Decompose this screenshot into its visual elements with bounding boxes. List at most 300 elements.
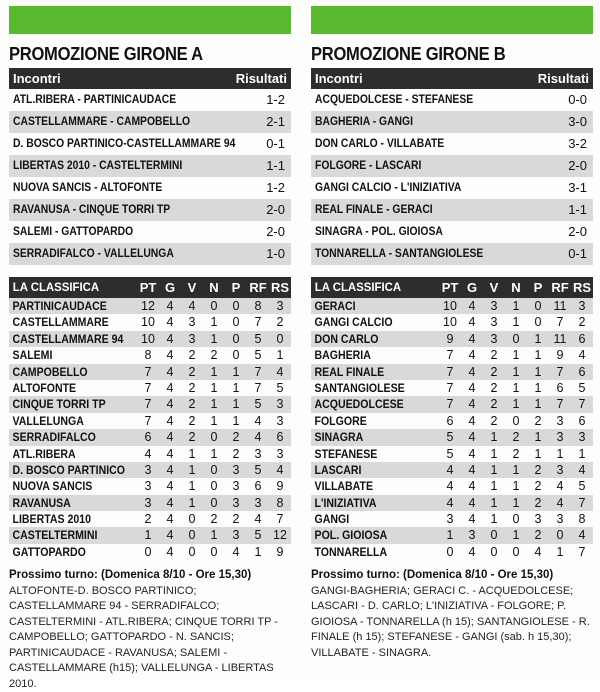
standings-rs: 2 [578,315,586,330]
standings-v: 0 [188,528,196,543]
standings-g: 4 [468,299,476,313]
green-header-bar [9,6,291,34]
standings-n: 1 [512,348,520,363]
standings-rs: 7 [578,397,586,412]
standings-team: ATL.RIBERA [12,446,76,461]
standings-rf: 5 [254,331,262,346]
standings-p: 3 [232,479,240,494]
standings-g: 4 [166,380,174,395]
standings-rs: 4 [276,462,284,477]
standings-p: 2 [534,462,542,477]
standings-rs: 3 [578,299,586,313]
standings-rf: 7 [556,315,564,330]
standings-team: REAL FINALE [314,364,385,379]
standings-v: 1 [490,446,498,461]
standings-pt: 3 [446,512,454,527]
match-row [311,89,593,111]
standings-team: SANTANGIOLESE [314,380,405,395]
standings-team: PARTINICAUDACE [12,299,107,313]
standings-header-p: P [231,280,241,295]
standings-n: 2 [210,348,218,363]
next-round-label: Prossimo turno: (Domenica 8/10 - Ore 15,30) [311,569,554,582]
standings-rs: 5 [578,380,586,395]
standings-g: 4 [166,315,174,330]
standings-row [311,446,593,462]
standings-team: TONNARELLA [314,544,388,559]
match-teams: ACQUEDOLCESE - STEFANESE [315,94,474,106]
standings-p: 0 [232,331,240,346]
standings-header-team: LA CLASSIFICA [12,280,100,294]
standings-row [311,429,593,445]
standings-pt: 10 [443,315,457,330]
standings-n: 1 [512,528,520,543]
standings-p: 1 [534,331,542,346]
match-result: 0-1 [266,136,285,151]
next-round-label: Prossimo turno: (Domenica 8/10 - Ore 15,30) [9,569,252,582]
standings-team: CINQUE TORRI TP [12,397,106,412]
standings-header-rs: RS [572,280,592,295]
standings-team: CASTELTERMINI [12,528,98,543]
standings-team: BAGHERIA [314,348,371,363]
standings-team: VILLABATE [314,479,373,494]
standings-n: 2 [210,512,218,527]
standings-pt: 4 [446,495,454,510]
section-title: PROMOZIONE GIRONE B [311,44,506,64]
matches-list [311,89,593,265]
standings-v: 2 [188,397,196,412]
standings-n: 1 [512,495,520,510]
standings-header-v: V [489,280,499,295]
standings-row [311,331,593,347]
standings-p: 1 [232,364,240,379]
standings-row [311,314,593,330]
standings-v: 3 [188,315,196,330]
standings-g: 4 [468,331,476,346]
standings-row [9,478,291,494]
match-result: 3-2 [568,136,587,151]
standings-p: 0 [232,315,240,330]
standings-team: D. BOSCO PARTINICO [12,462,125,477]
standings-p: 0 [232,299,240,313]
standings-v: 1 [188,479,196,494]
standings-row [311,380,593,396]
standings-n: 2 [512,430,520,445]
standings-rf: 4 [556,495,564,510]
standings-n: 1 [512,397,520,412]
standings-n: 1 [210,364,218,379]
standings-team: CAMPOBELLO [12,364,88,379]
standings-n: 0 [512,413,520,428]
standings-p: 2 [534,413,542,428]
standings-row [9,446,291,462]
standings-pt: 4 [446,479,454,494]
standings-g: 4 [468,380,476,395]
matches-list [9,89,291,265]
standings-v: 3 [490,331,498,346]
standings-team: POL. GIOIOSA [314,528,388,543]
standings-header-p: P [533,280,543,295]
standings-n: 1 [512,380,520,395]
standings-v: 1 [188,446,196,461]
standings-team: SINAGRA [314,430,364,445]
standings-p: 4 [232,544,240,559]
match-teams: TONNARELLA - SANTANGIOLESE [315,248,484,260]
standings-header-n: N [511,280,521,295]
standings-rs: 9 [276,479,284,494]
match-row [9,199,291,221]
standings-rs: 3 [276,446,284,461]
standings-n: 1 [512,479,520,494]
match-teams: BAGHERIA - GANGI [315,116,413,128]
standings-rs: 6 [578,364,586,379]
match-result: 0-0 [568,92,587,107]
match-teams: LIBERTAS 2010 - CASTELTERMINI [13,160,183,172]
next-round [311,568,593,661]
standings-v: 2 [490,413,498,428]
standings-rf: 5 [254,528,262,543]
standings-team: SALEMI [12,348,53,363]
match-row [9,89,291,111]
green-header-bar [311,6,593,34]
standings-rs: 6 [578,331,586,346]
matches-header [9,68,291,89]
standings-p: 2 [534,495,542,510]
standings-v: 2 [188,364,196,379]
match-row [9,177,291,199]
match-result: 2-0 [568,158,587,173]
match-result: 1-2 [266,92,285,107]
standings-team: ACQUEDOLCESE [314,397,404,412]
standings-p: 0 [534,299,542,313]
standings-pt: 7 [144,364,152,379]
match-teams: NUOVA SANCIS - ALTOFONTE [13,182,163,194]
standings-rs: 8 [578,512,586,527]
standings-pt: 7 [144,413,152,428]
standings-g: 4 [166,299,174,313]
standings-pt: 7 [446,380,454,395]
standings-header-pt: PT [441,280,459,295]
match-result: 1-1 [568,202,587,217]
standings-team: CASTELLAMMARE [12,315,109,330]
standings-team: GATTOPARDO [12,544,86,559]
standings-g: 4 [166,479,174,494]
standings-row [9,396,291,412]
standings-row [9,527,291,543]
next-round [9,568,291,692]
standings-rf: 11 [553,299,567,313]
standings-table [311,298,593,560]
standings-n: 1 [512,315,520,330]
match-teams: SALEMI - GATTOPARDO [13,226,134,238]
standings-team: GERACI [314,299,356,313]
standings-pt: 9 [446,331,454,346]
match-result: 1-2 [266,180,285,195]
standings-g: 4 [166,348,174,363]
standings-n: 0 [210,544,218,559]
standings-pt: 0 [144,544,152,559]
standings-pt: 6 [144,430,152,445]
standings-v: 3 [490,315,498,330]
standings-rs: 3 [276,413,284,428]
standings-v: 1 [490,430,498,445]
standings-rs: 7 [578,544,586,559]
standings-g: 4 [468,413,476,428]
standings-g: 4 [166,397,174,412]
standings-rf: 1 [556,544,564,559]
standings-rf: 5 [254,397,262,412]
standings-rf: 7 [556,397,564,412]
standings-team: NUOVA SANCIS [12,479,93,494]
standings-g: 4 [166,364,174,379]
standings-p: 2 [232,512,240,527]
standings-pt: 5 [446,430,454,445]
standings-n: 1 [210,528,218,543]
standings-rf: 5 [254,348,262,363]
standings-n: 1 [512,462,520,477]
standings-rf: 7 [556,364,564,379]
standings-pt: 7 [446,348,454,363]
section-title: PROMOZIONE GIRONE A [9,44,203,64]
standings-n: 1 [210,331,218,346]
standings-n: 1 [512,364,520,379]
standings-header [311,277,593,298]
standings-header-rf: RF [551,280,569,295]
standings-rf: 7 [254,364,262,379]
standings-n: 0 [210,299,218,313]
standings-team: RAVANUSA [12,495,71,510]
standings-rf: 5 [254,462,262,477]
girone-a-column [9,6,291,692]
standings-rs: 1 [276,348,284,363]
standings-pt: 3 [144,462,152,477]
standings-pt: 12 [141,299,155,313]
standings-pt: 7 [446,364,454,379]
match-teams: RAVANUSA - CINQUE TORRI TP [13,204,171,216]
standings-rs: 3 [578,430,586,445]
standings-row [9,495,291,511]
standings-header-pt: PT [139,280,157,295]
match-row [311,243,593,265]
standings-row [9,314,291,330]
standings-rs: 2 [276,315,284,330]
match-row [9,133,291,155]
standings-row [311,298,593,314]
match-result: 0-1 [568,246,587,261]
match-teams: CASTELLAMMARE - CAMPOBELLO [13,116,191,128]
standings-g: 4 [166,544,174,559]
standings-header-v: V [187,280,197,295]
standings-p: 1 [534,446,542,461]
standings-header-team: LA CLASSIFICA [314,280,402,294]
standings-rs: 3 [276,397,284,412]
standings-g: 4 [468,479,476,494]
standings-g: 4 [166,413,174,428]
standings-row [311,495,593,511]
standings-p: 1 [232,413,240,428]
standings-row [311,544,593,560]
standings-row [9,511,291,527]
standings-row [9,331,291,347]
standings-rs: 4 [578,348,586,363]
standings-rs: 7 [276,512,284,527]
standings-rf: 6 [254,479,262,494]
standings-v: 2 [188,380,196,395]
standings-row [311,462,593,478]
standings-n: 0 [512,512,520,527]
standings-n: 0 [210,430,218,445]
standings-pt: 4 [144,446,152,461]
standings-rf: 6 [556,380,564,395]
standings-rf: 3 [556,512,564,527]
standings-row [9,413,291,429]
standings-team: DON CARLO [314,331,379,346]
standings-g: 4 [468,495,476,510]
standings-pt: 7 [446,397,454,412]
girone-b-column [311,6,593,661]
standings-n: 1 [512,299,520,313]
standings-row [311,511,593,527]
standings-pt: 3 [144,495,152,510]
match-row [9,221,291,243]
standings-pt: 4 [446,462,454,477]
matches-header-left: Incontri [13,71,61,86]
standings-v: 0 [188,512,196,527]
standings-rf: 4 [254,413,262,428]
standings-p: 2 [232,446,240,461]
standings-rs: 12 [273,528,287,543]
standings-n: 1 [210,315,218,330]
standings-v: 0 [490,544,498,559]
standings-n: 0 [512,544,520,559]
standings-v: 4 [188,299,196,313]
standings-rs: 7 [578,495,586,510]
standings-row [9,364,291,380]
standings-v: 2 [188,430,196,445]
standings-p: 3 [232,495,240,510]
standings-g: 4 [468,544,476,559]
standings-row [311,347,593,363]
standings-v: 2 [188,348,196,363]
standings-rs: 4 [276,364,284,379]
match-teams: FOLGORE - LASCARI [315,160,422,172]
standings-g: 4 [166,462,174,477]
standings-v: 2 [188,413,196,428]
standings-v: 2 [490,348,498,363]
standings-pt: 5 [446,446,454,461]
match-result: 1-0 [266,246,285,261]
match-result: 2-0 [266,224,285,239]
standings-team: L'INIZIATIVA [314,495,377,510]
standings-rs: 4 [578,528,586,543]
standings-rs: 5 [276,380,284,395]
standings-g: 4 [166,495,174,510]
standings-row [311,413,593,429]
standings-p: 2 [232,430,240,445]
standings-g: 4 [166,512,174,527]
match-teams: D. BOSCO PARTINICO-CASTELLAMMARE 94 [13,138,236,150]
match-result: 2-0 [568,224,587,239]
standings-team: SERRADIFALCO [12,430,96,445]
standings-rf: 1 [556,446,564,461]
standings-v: 1 [188,495,196,510]
standings-v: 1 [188,462,196,477]
standings-p: 3 [232,462,240,477]
standings-row [9,380,291,396]
standings-n: 1 [210,446,218,461]
match-row [9,111,291,133]
standings-v: 1 [490,495,498,510]
match-teams: SERRADIFALCO - VALLELUNGA [13,248,174,260]
standings-rs: 5 [578,479,586,494]
standings-header-n: N [209,280,219,295]
standings-team: STEFANESE [314,446,378,461]
standings-pt: 10 [141,331,155,346]
match-row [311,133,593,155]
standings-team: GANGI [314,512,350,527]
standings-team: LASCARI [314,462,362,477]
standings-g: 3 [468,528,476,543]
match-teams: DON CARLO - VILLABATE [315,138,445,150]
standings-pt: 6 [446,413,454,428]
standings-pt: 1 [446,528,454,543]
standings-v: 2 [490,380,498,395]
standings-rf: 9 [556,348,564,363]
standings-header-g: G [466,280,478,295]
standings-g: 4 [468,462,476,477]
standings-pt: 7 [144,380,152,395]
standings-g: 4 [468,397,476,412]
standings-row [311,527,593,543]
standings-pt: 7 [144,397,152,412]
standings-pt: 2 [144,512,152,527]
match-row [311,111,593,133]
standings-g: 4 [468,364,476,379]
standings-row [9,298,291,314]
standings-table [9,298,291,560]
standings-pt: 1 [144,528,152,543]
standings-pt: 10 [141,315,155,330]
standings-v: 2 [490,364,498,379]
standings-team: GANGI CALCIO [314,315,393,330]
standings-p: 4 [534,544,542,559]
standings-rf: 7 [254,380,262,395]
standings-team: LIBERTAS 2010 [12,512,91,527]
standings-n: 0 [512,331,520,346]
standings-p: 1 [232,380,240,395]
standings-rf: 3 [254,495,262,510]
match-result: 3-1 [568,180,587,195]
standings-p: 3 [232,528,240,543]
standings-row [9,544,291,560]
standings-row [9,347,291,363]
standings-rf: 11 [553,331,567,346]
match-result: 1-1 [266,158,285,173]
standings-rs: 4 [578,462,586,477]
match-row [9,243,291,265]
standings-n: 0 [210,479,218,494]
match-row [9,155,291,177]
match-teams: SINAGRA - POL. GIOIOSA [315,226,443,238]
match-result: 2-1 [266,114,285,129]
standings-v: 2 [490,397,498,412]
standings-v: 0 [490,528,498,543]
match-result: 3-0 [568,114,587,129]
standings-g: 4 [166,430,174,445]
standings-n: 2 [512,446,520,461]
standings-p: 3 [534,512,542,527]
standings-g: 4 [166,446,174,461]
standings-rs: 9 [276,544,284,559]
